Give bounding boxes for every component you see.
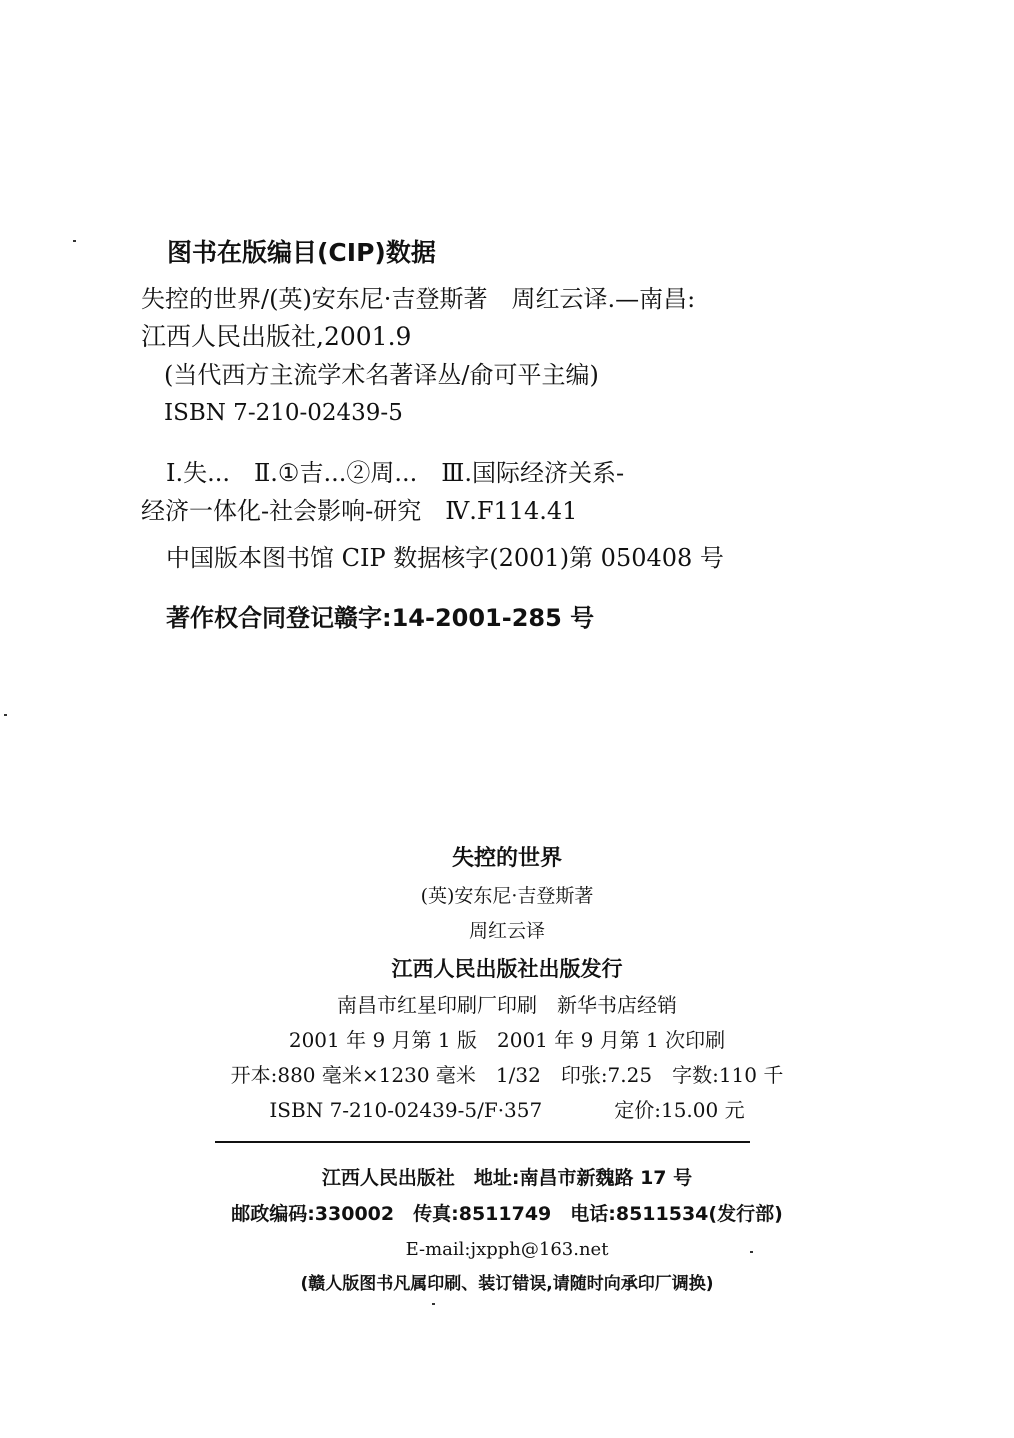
publisher-issue: 江西人民出版社出版发行 bbox=[391, 957, 623, 981]
misprint-notice: (赣人版图书凡属印刷、装订错误,请随时向承印厂调换) bbox=[300, 1274, 714, 1294]
cip-verification-number: 中国版本图书馆 CIP 数据核字(2001)第 050408 号 bbox=[166, 544, 724, 572]
cip-series-line: (当代西方主流学术名著译丛/俞可平主编) bbox=[164, 361, 599, 389]
scan-speck bbox=[4, 714, 7, 716]
scan-speck bbox=[73, 240, 76, 242]
book-title: 失控的世界 bbox=[451, 846, 562, 871]
publisher-address: 江西人民出版社 地址:南昌市新魏路 17 号 bbox=[321, 1167, 693, 1189]
cip-heading: 图书在版编目(CIP)数据 bbox=[167, 238, 436, 267]
book-translator: 周红云译 bbox=[468, 920, 545, 942]
printer-distributor: 南昌市红星印刷厂印刷 新华书店经销 bbox=[337, 993, 677, 1017]
postal-fax-phone: 邮政编码:330002 传真:8511749 电话:8511534(发行部) bbox=[231, 1203, 783, 1225]
format-info: 开本:880 毫米×1230 毫米 1/32 印张:7.25 字数:110 千 bbox=[230, 1063, 784, 1087]
book-author: (英)安东尼·吉登斯著 bbox=[420, 885, 594, 907]
edition-info: 2001 年 9 月第 1 版 2001 年 9 月第 1 次印刷 bbox=[288, 1028, 726, 1052]
isbn-price-line bbox=[0, 1100, 1014, 1120]
cip-subject-line-2: 经济一体化-社会影响-研究 Ⅳ.F114.41 bbox=[141, 497, 578, 525]
cip-title-line: 失控的世界/(英)安东尼·吉登斯著 周红云译.—南昌: bbox=[141, 285, 696, 313]
cip-subject-line-1: Ⅰ.失... Ⅱ.①吉...②周... Ⅲ.国际经济关系- bbox=[166, 459, 625, 487]
publisher-email: E-mail:jxpph@163.net bbox=[405, 1239, 609, 1260]
cip-publisher-line: 江西人民出版社,2001.9 bbox=[141, 322, 412, 351]
cip-isbn-line: ISBN 7-210-02439-5 bbox=[164, 400, 403, 426]
scan-speck bbox=[432, 1303, 435, 1305]
divider-rule bbox=[215, 1141, 750, 1143]
imprint-isbn: ISBN 7-210-02439-5/F·357 bbox=[269, 1098, 543, 1122]
book-price: 定价:15.00 元 bbox=[614, 1098, 745, 1122]
copyright-registration: 著作权合同登记赣字:14-2001-285 号 bbox=[166, 604, 595, 632]
